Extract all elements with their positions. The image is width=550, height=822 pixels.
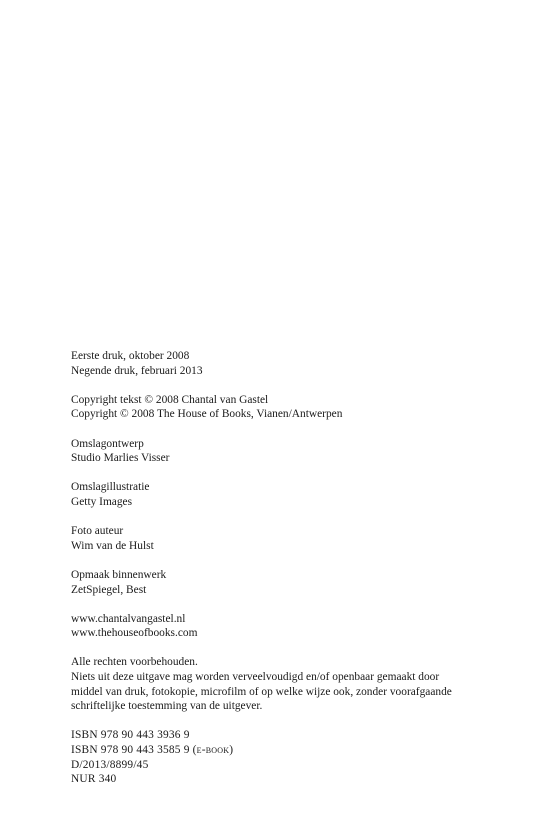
cover-illustration-value: Getty Images <box>71 495 133 508</box>
rights-line-2: Niets uit deze uitgave mag worden verveelvoudigd en/of openbaar gemaakt door <box>71 671 440 684</box>
copyright-block <box>71 393 511 422</box>
rights-line-1: Alle rechten voorbehouden. <box>71 656 198 669</box>
websites-block <box>71 612 511 641</box>
author-photo-value: Wim van de Hulst <box>71 539 154 552</box>
isbn-ebook: ISBN 978 90 443 3585 9 (e-book) <box>71 744 234 757</box>
typesetting-value: ZetSpiegel, Best <box>71 583 147 596</box>
author-photo-block <box>71 524 511 553</box>
typesetting-block <box>71 568 511 597</box>
depot-number: D/2013/8899/45 <box>71 758 149 771</box>
publisher-website: www.thehouseofbooks.com <box>71 627 198 640</box>
isbn-print: ISBN 978 90 443 3936 9 <box>71 729 190 742</box>
cover-design-block <box>71 437 511 466</box>
ninth-print-line: Negende druk, februari 2013 <box>71 364 203 377</box>
colophon <box>71 349 511 787</box>
first-print-line: Eerste druk, oktober 2008 <box>71 350 190 362</box>
cover-illustration-label: Omslagillustratie <box>71 481 150 494</box>
author-website: www.chantalvangastel.nl <box>71 612 186 625</box>
edition-block <box>71 349 511 378</box>
copyright-text-line: Copyright tekst © 2008 Chantal van Gastel <box>71 393 269 406</box>
cover-design-label: Omslagontwerp <box>71 437 144 450</box>
nur-code: NUR 340 <box>71 773 117 786</box>
cover-design-value: Studio Marlies Visser <box>71 452 170 465</box>
rights-line-3: middel van druk, fotokopie, microfilm of op welke wijze ook, zonder voorafgaande <box>71 685 452 698</box>
rights-block <box>71 655 511 713</box>
copyright-publisher-line: Copyright © 2008 The House of Books, Vianen/Antwerpen <box>71 408 343 421</box>
cover-illustration-block <box>71 480 511 509</box>
author-photo-label: Foto auteur <box>71 525 124 538</box>
identifiers-block <box>71 728 511 786</box>
typesetting-label: Opmaak binnenwerk <box>71 568 167 581</box>
rights-line-4: schriftelijke toestemming van de uitgever. <box>71 700 263 713</box>
